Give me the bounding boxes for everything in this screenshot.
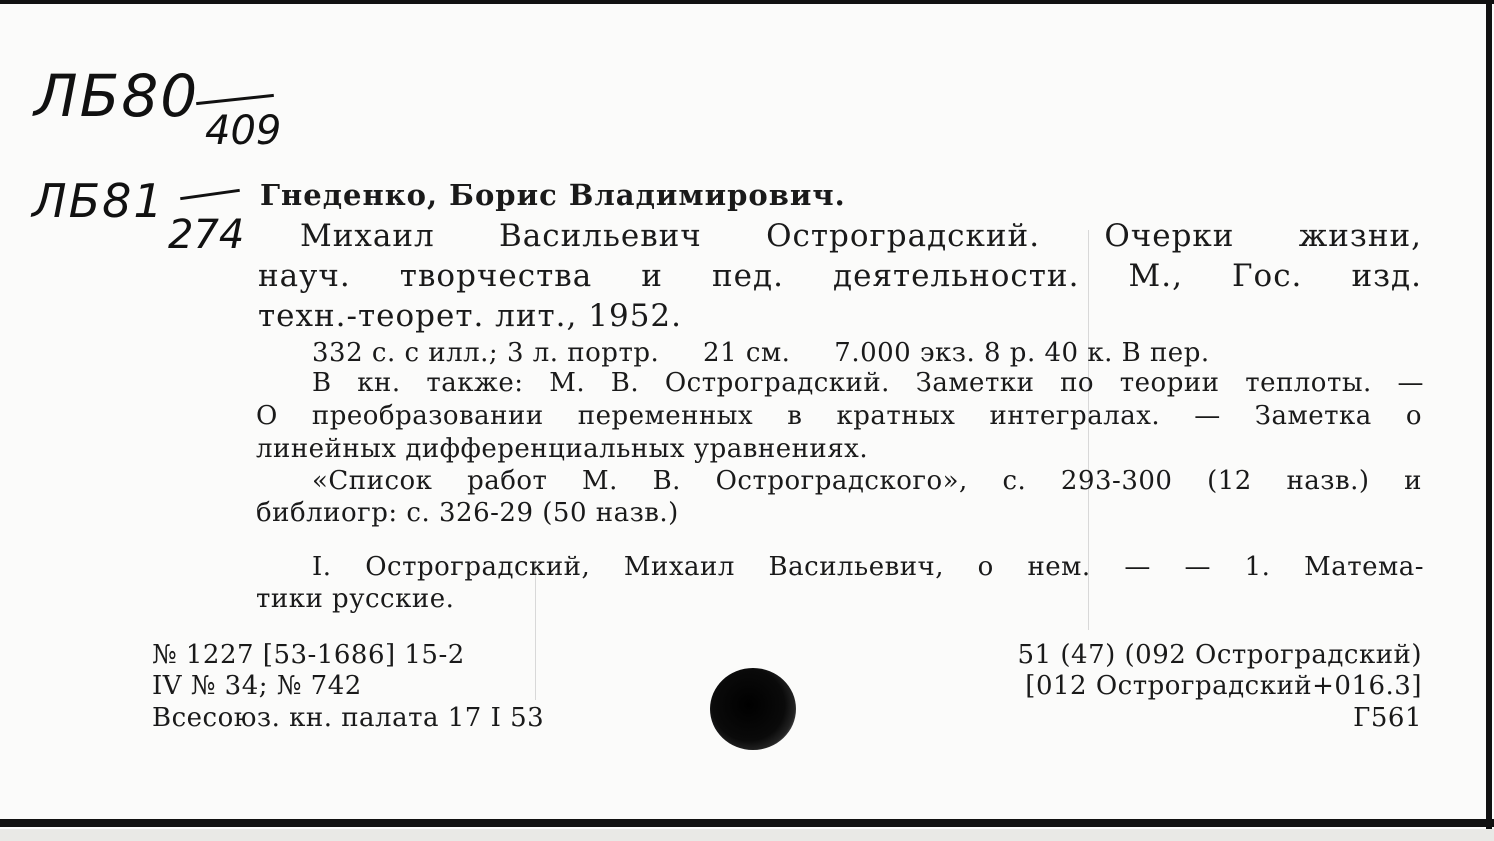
call-number-1-bar <box>196 94 274 105</box>
card-right-edge <box>1486 0 1492 841</box>
call-number-1-top: ЛБ80 <box>34 62 200 130</box>
footer-left-line-2: IV № 34; № 742 <box>152 671 362 701</box>
title-line-1: Михаил Васильевич Остроградский. Очерки жизни, <box>300 218 1422 254</box>
contents-line-2: О преобразовании переменных в кратных интегралах. — Заметка о <box>256 401 1422 431</box>
card-bottom-edge <box>0 819 1494 827</box>
author-heading: Гнеденко, Борис Владимирович. <box>260 178 846 212</box>
contents-line-1: В кн. также: М. В. Остроградский. Заметки по теории теплоты. — <box>312 368 1424 398</box>
footer-left-line-3: Всесоюз. кн. палата 17 I 53 <box>152 703 545 733</box>
bibliography-line-1: «Список работ М. В. Остроградского», с. 293-300 (12 назв.) и <box>312 466 1422 496</box>
footer-right-line-1: 51 (47) (092 Остроградский) <box>1017 640 1422 670</box>
footer-left-line-1: № 1227 [53-1686] 15-2 <box>152 640 465 670</box>
card-top-edge <box>0 0 1494 4</box>
call-number-2-bottom: 274 <box>168 212 245 258</box>
subject-line-2: тики русские. <box>256 584 455 614</box>
call-number-2-bar <box>180 189 240 200</box>
collation-line: 332 с. с илл.; 3 л. портр. 21 см. 7.000 экз. 8 р. 40 к. В пер. <box>312 338 1210 368</box>
title-line-2: науч. творчества и пед. деятельности. М., Гос. изд. <box>258 258 1422 294</box>
subject-line-1: I. Остроградский, Михаил Васильевич, о нем. — — 1. Матема- <box>312 552 1424 582</box>
footer-right-line-2: [012 Остроградский+016.3] <box>1025 671 1422 701</box>
ink-blot <box>710 668 796 750</box>
bibliography-line-2: библиогр: с. 326-29 (50 назв.) <box>256 498 679 528</box>
card-bottom-margin <box>0 829 1494 841</box>
call-number-2-top: ЛБ81 <box>32 174 165 228</box>
contents-line-3: линейных дифференциальных уравнениях. <box>256 434 869 464</box>
footer-right-line-3: Г561 <box>1353 703 1422 733</box>
call-number-1-bottom: 409 <box>205 108 282 154</box>
title-line-3: техн.-теорет. лит., 1952. <box>258 298 682 334</box>
